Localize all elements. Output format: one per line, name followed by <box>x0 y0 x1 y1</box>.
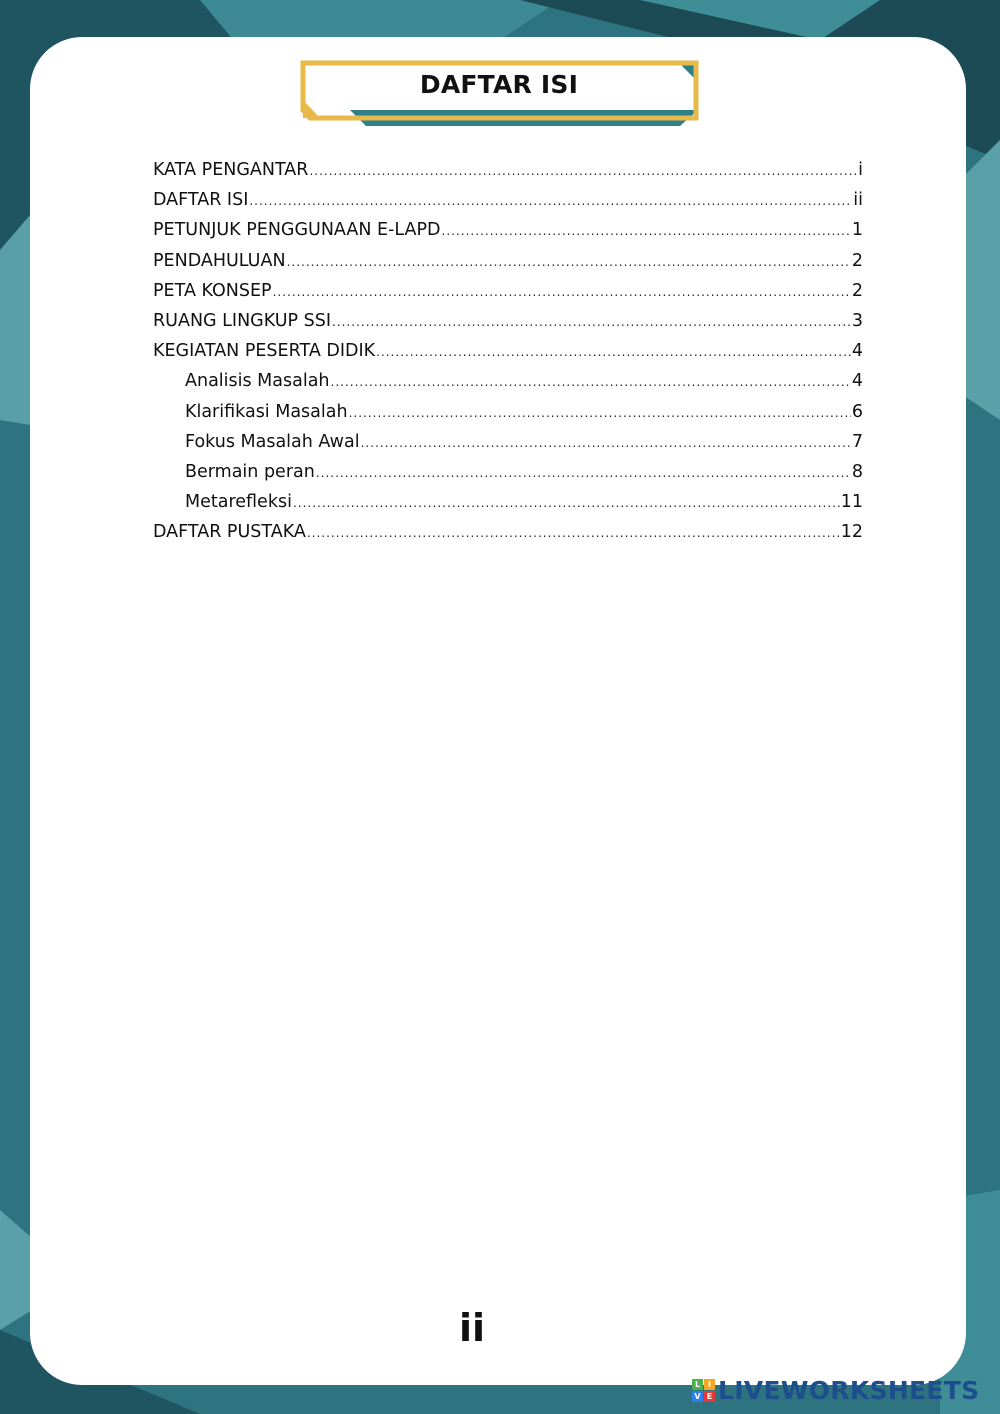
liveworksheets-watermark[interactable] <box>692 1374 979 1406</box>
toc-dot-leader <box>442 224 851 238</box>
toc-entry[interactable] <box>153 190 863 220</box>
toc-entry-page: 4 <box>851 341 863 362</box>
toc-entry[interactable] <box>153 160 863 190</box>
liveworksheets-logo-icon <box>692 1379 715 1402</box>
toc-entry-page: 7 <box>851 431 863 452</box>
toc-entry[interactable] <box>153 311 863 341</box>
toc-entry-page: 8 <box>851 461 863 482</box>
logo-square: E <box>704 1391 715 1402</box>
toc-entry[interactable] <box>153 402 863 432</box>
toc-entry-label: DAFTAR PUSTAKA <box>153 522 306 543</box>
toc-entry[interactable] <box>153 341 863 371</box>
toc-entry-label: Analisis Masalah <box>185 371 330 392</box>
toc-entry-label: Bermain peran <box>185 461 315 482</box>
watermark-text: LIVEWORKSHEETS <box>718 1375 980 1405</box>
toc-entry-page: 4 <box>851 371 863 392</box>
toc-dot-leader <box>332 315 851 329</box>
toc-entry-page: 2 <box>851 250 863 271</box>
toc-dot-leader <box>361 436 851 450</box>
toc-entry-label: Klarifikasi Masalah <box>185 401 348 422</box>
page-number: ii <box>458 1306 486 1350</box>
toc-dot-leader <box>316 466 851 480</box>
toc-entry-label: Fokus Masalah Awal <box>185 431 360 452</box>
toc-entry-label: KATA PENGANTAR <box>153 160 309 180</box>
toc-entry[interactable] <box>153 462 863 492</box>
toc-entry-label: KEGIATAN PESERTA DIDIK <box>153 341 376 362</box>
toc-entry-page: 1 <box>851 220 863 241</box>
toc-entry-label: PETA KONSEP <box>153 280 272 301</box>
toc-entry[interactable] <box>153 492 863 522</box>
toc-entry-label: Metarefleksi <box>185 492 292 513</box>
toc-entry[interactable] <box>153 281 863 311</box>
logo-square: V <box>692 1391 703 1402</box>
toc-entry-label: PETUNJUK PENGGUNAAN E-LAPD <box>153 220 441 241</box>
toc-entry-page: 2 <box>851 280 863 301</box>
toc-entry-page: ii <box>853 190 863 211</box>
toc-dot-leader <box>309 164 857 178</box>
toc-entry[interactable] <box>153 432 863 462</box>
toc-entry-page: 11 <box>840 492 863 513</box>
toc-entry-label: PENDAHULUAN <box>153 250 286 271</box>
title-banner <box>300 60 700 126</box>
toc-dot-leader <box>287 255 851 269</box>
toc-entry[interactable] <box>153 251 863 281</box>
toc-entry[interactable] <box>153 220 863 250</box>
logo-square: L <box>692 1379 703 1390</box>
toc-dot-leader <box>376 345 851 359</box>
toc-entry[interactable] <box>153 371 863 401</box>
toc-dot-leader <box>249 194 852 208</box>
toc-entry-page: 12 <box>840 522 863 543</box>
toc-entry-page: 3 <box>851 310 863 331</box>
table-of-contents <box>153 160 863 552</box>
toc-entry-label: DAFTAR ISI <box>153 190 249 211</box>
toc-entry[interactable] <box>153 522 863 552</box>
page-title: DAFTAR ISI <box>419 70 579 99</box>
toc-entry-page: 6 <box>851 401 863 422</box>
toc-dot-leader <box>293 496 840 510</box>
toc-entry-label: RUANG LINGKUP SSI <box>153 310 332 331</box>
toc-dot-leader <box>273 285 851 299</box>
toc-dot-leader <box>349 406 851 420</box>
toc-dot-leader <box>307 526 840 540</box>
toc-dot-leader <box>331 375 851 389</box>
toc-entry-page: i <box>858 160 863 180</box>
logo-square: I <box>704 1379 715 1390</box>
